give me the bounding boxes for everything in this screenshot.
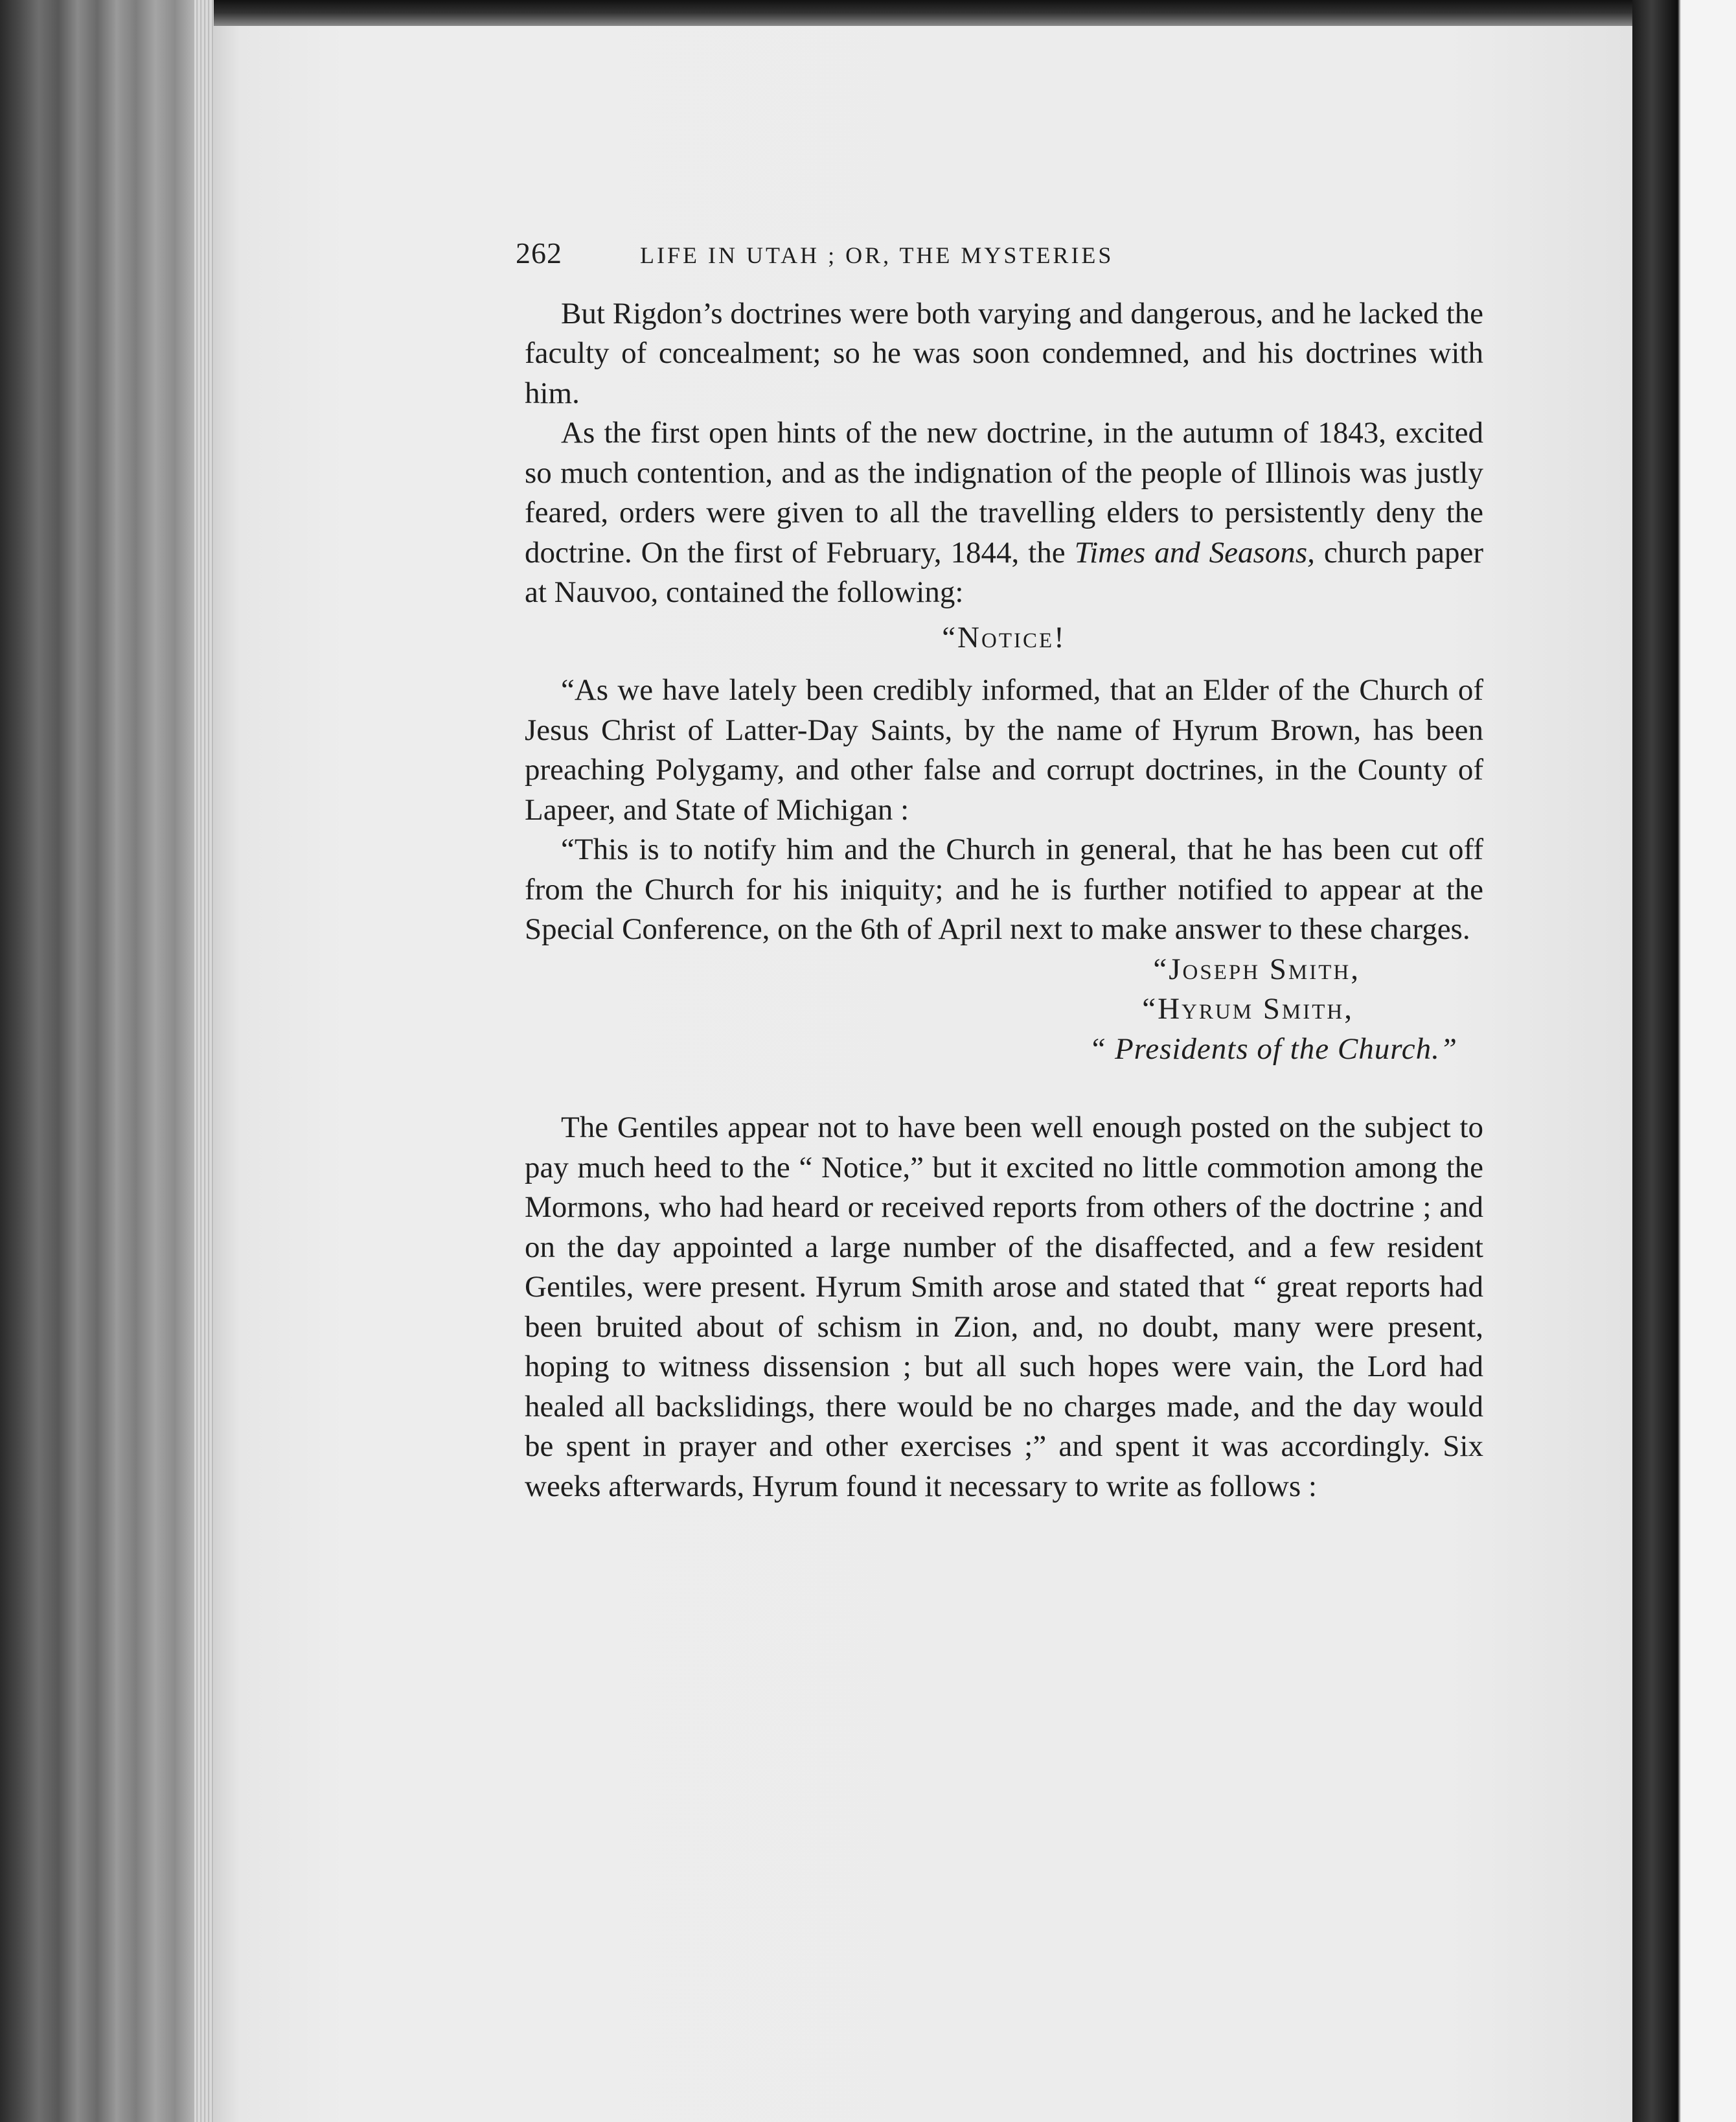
notice-paragraph-2: “This is to notify him and the Church in general, that he has been cut off from the Church for his iniquity; and he is further notified to appear at the Special Conference, on the 6th of April next to make answer to these charges. [525,833,1483,946]
page-number: 262 [516,236,562,270]
notice-signature [525,950,1483,1070]
right-edge [1632,0,1736,2122]
paragraph-first-hints [525,413,1483,613]
book-edge [0,0,214,2122]
signature-joseph-smith: “Joseph Smith, [1153,952,1360,986]
page-text [516,233,1484,1506]
page-header [516,233,1483,276]
paragraph-gentiles: The Gentiles appear not to have been well enough posted on the subject to pay much heed to the “ Notice,” but it excited no little commotion among the Mormons, who had heard or received reports from others of the doctrine ; and on the day appointed a large number of the disaffected, and a few resident Gentiles, were present. Hyrum Smith arose and stated that “ great reports had been bruited about of schism in Zion, and, no doubt, many were present, hoping to witness dissension ; but all such hopes were vain, the Lord had healed all backslidings, there would be no charges made, and the day would be spent in prayer and other exercises ;” and spent it was accordingly. Six weeks afterwards, Hyrum found it necessary to write as follows : [525,1111,1483,1503]
paragraph-text: church paper at Nauvoo, contained the following: [525,535,1484,609]
signature-hyrum-smith: “Hyrum Smith, [1142,992,1354,1026]
running-title: LIFE IN UTAH ; OR, THE MYSTERIES [640,242,1114,268]
notice-paragraph-1: “As we have lately been credibly informed, that an Elder of the Church of Jesus Christ of Latter-Day Saints, by the name of Hyrum Brown, has been preaching Polygamy, and other false and corrupt doctrines, in the County of Lapeer, and State of Michigan : [525,673,1483,827]
paragraph-rigdon: But Rigdon’s doctrines were both varying and dangerous, and he lacked the faculty of concealment; so he was soon condemned, and his doctrines with him. [525,296,1483,410]
signature-presidents: “ Presidents of the Church.” [1089,1032,1457,1066]
top-edge [214,0,1639,26]
notice-title: “Notice! [942,620,1066,654]
newspaper-title: Times and Seasons, [1074,535,1315,570]
paragraph-text: As the first open hints of the new doctrine, in the autumn of 1843, excited so much contention, and as the indignation of the people of Illinois was justly feared, orders were given to all the travelling elders to persistently deny the doctrine. On the first of February, 1844, the [525,416,1483,570]
spacer [525,1069,1483,1108]
